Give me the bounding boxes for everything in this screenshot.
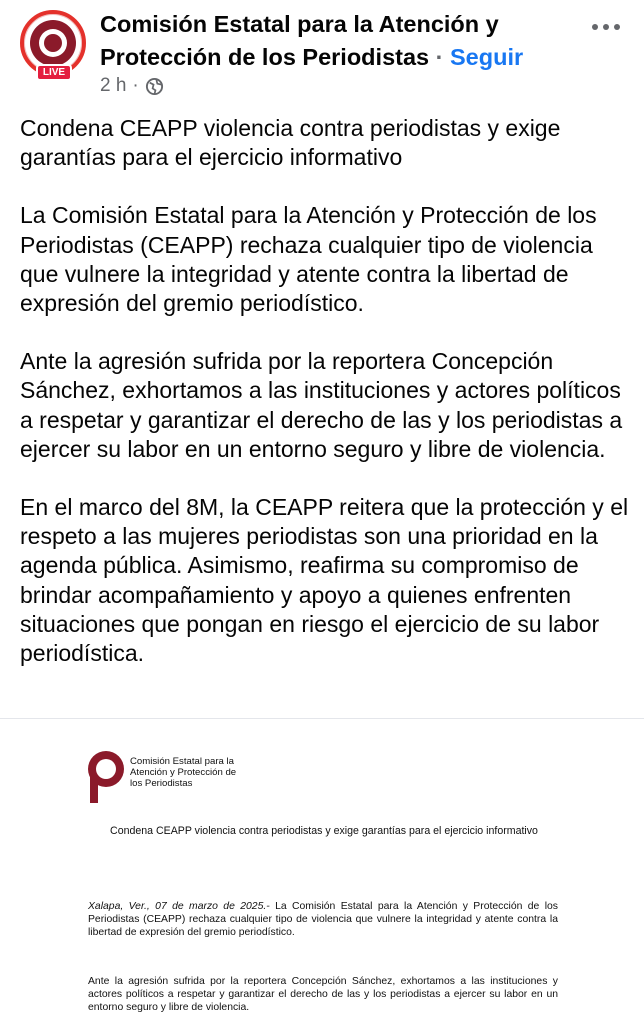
- post-paragraph: Condena CEAPP violencia contra periodistas y exige garantías para el ejercicio informativo: [20, 115, 561, 171]
- follow-button[interactable]: Seguir: [450, 44, 524, 70]
- document-paragraph: Ante la agresión sufrida por la reportera Concepción Sánchez, exhortamos a las instituciones y actores políticos a respetar y garantizar el derecho de las y los periodistas a ejercer su labor en un entorno seguro y libre de violencia.: [88, 976, 558, 1014]
- follow-separator: ·: [435, 44, 444, 70]
- ceapp-document-logo-icon: [88, 751, 126, 801]
- document-title: Condena CEAPP violencia contra periodistas y exige garantías para el ejercicio informativo: [110, 825, 538, 837]
- document-paragraph: Xalapa, Ver., 07 de marzo de 2025.- La Comisión Estatal para la Atención y Protección de los Periodistas (CEAPP) rechaza cualquier tipo de violencia que vulnere la integridad y atente contra la libertad de expresión del gremio periodístico.: [88, 901, 558, 939]
- post-meta: [100, 75, 164, 97]
- document-org-name: Comisión Estatal para la Atención y Protección de los Periodistas: [130, 756, 237, 789]
- globe-icon[interactable]: [145, 77, 164, 96]
- page-name-line: [100, 8, 570, 74]
- page-name-link[interactable]: Comisión Estatal para la Atención y Protección de los Periodistas: [100, 11, 499, 70]
- post-paragraph: Ante la agresión sufrida por la reportera Concepción Sánchez, exhortamos a las instituciones y actores políticos a respetar y garantizar el derecho de las y los periodistas a ejercer su labor en un entorno seguro y libre de violencia.: [20, 348, 623, 462]
- attached-document-image[interactable]: [0, 718, 644, 1024]
- post-paragraph: La Comisión Estatal para la Atención y Protección de los Periodistas (CEAPP) rechaza cualquier tipo de violencia que vulnere la integridad y atente contra la libertad de expresión del gremio periodístico.: [20, 202, 597, 317]
- document-place-date: Xalapa, Ver., 07 de marzo de 2025.-: [88, 901, 270, 912]
- more-options-icon[interactable]: [592, 20, 620, 34]
- meta-dot: ·: [132, 75, 139, 96]
- post-text: [20, 114, 632, 697]
- post-paragraph: En el marco del 8M, la CEAPP reitera que la protección y el respeto a las mujeres periodistas son una prioridad en la agenda pública. Asimismo, reafirma su compromiso de brindar acompañamiento y apoyo a quienes enfrenten situaciones que pongan en riesgo el ejercicio de su labor periodística.: [20, 494, 629, 667]
- live-badge: LIVE: [36, 64, 72, 81]
- page-avatar[interactable]: [20, 10, 88, 82]
- post-time[interactable]: 2 h: [100, 75, 127, 96]
- post-header: [0, 0, 644, 110]
